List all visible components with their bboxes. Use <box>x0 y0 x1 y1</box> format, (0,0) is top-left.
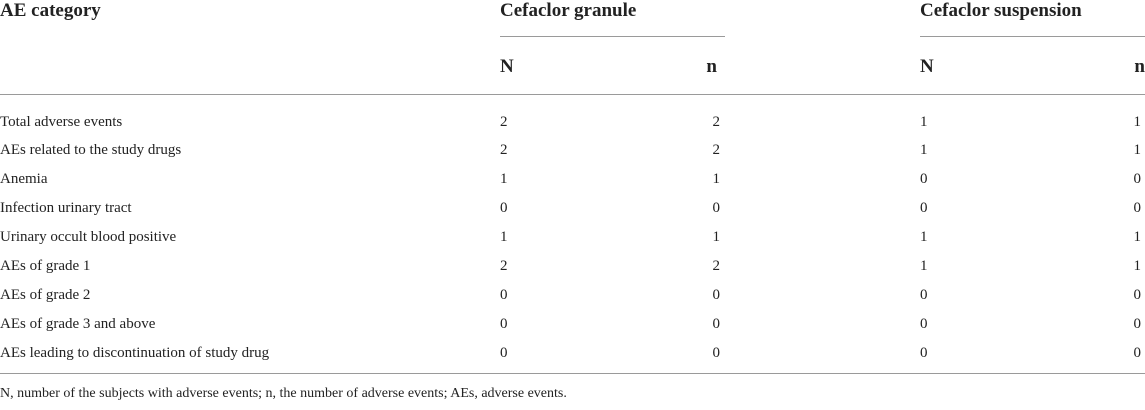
cell-g2-N: 1 <box>920 142 928 158</box>
cell-g1-n: 0 <box>712 200 720 216</box>
cell-g2-N: 0 <box>920 345 928 361</box>
cell-g1-n: 2 <box>712 142 720 158</box>
cell-g1-n: 0 <box>712 345 720 361</box>
header-group1-N: N <box>500 56 514 77</box>
cell-g1-N: 0 <box>500 287 508 303</box>
row-label: Anemia <box>0 171 48 187</box>
cell-g2-N: 0 <box>920 316 928 332</box>
cell-g2-n: 1 <box>1133 142 1141 158</box>
cell-g2-n: 0 <box>1133 200 1141 216</box>
cell-g1-N: 1 <box>500 229 508 245</box>
header-group2-n: n <box>1134 56 1145 77</box>
group1-underline <box>500 36 725 37</box>
cell-g1-n: 1 <box>712 171 720 187</box>
header-group2-N: N <box>920 56 934 77</box>
cell-g2-n: 1 <box>1133 114 1141 130</box>
cell-g2-N: 0 <box>920 171 928 187</box>
bottom-rule <box>0 373 1145 374</box>
header-rule <box>0 94 1145 95</box>
cell-g1-N: 0 <box>500 345 508 361</box>
cell-g2-n: 1 <box>1133 229 1141 245</box>
table-footnote: N, number of the subjects with adverse events; n, the number of adverse events; AEs, adverse events. <box>0 386 567 401</box>
row-label: AEs of grade 2 <box>0 287 91 303</box>
cell-g1-n: 0 <box>712 316 720 332</box>
header-ae-category: AE category <box>0 0 101 21</box>
cell-g1-n: 1 <box>712 229 720 245</box>
header-cefaclor-granule: Cefaclor granule <box>500 0 637 21</box>
header-cefaclor-suspension: Cefaclor suspension <box>920 0 1082 21</box>
cell-g2-n: 1 <box>1133 258 1141 274</box>
row-label: AEs of grade 1 <box>0 258 91 274</box>
row-label: Urinary occult blood positive <box>0 229 177 245</box>
header-group1-n: n <box>706 56 717 77</box>
cell-g2-n: 0 <box>1133 287 1141 303</box>
cell-g2-N: 1 <box>920 229 928 245</box>
cell-g1-N: 0 <box>500 316 508 332</box>
row-label: AEs related to the study drugs <box>0 142 182 158</box>
row-label: AEs of grade 3 and above <box>0 316 156 332</box>
row-label: AEs leading to discontinuation of study drug <box>0 345 270 361</box>
cell-g1-N: 0 <box>500 200 508 216</box>
cell-g1-n: 2 <box>712 258 720 274</box>
cell-g1-N: 2 <box>500 142 508 158</box>
cell-g2-N: 1 <box>920 258 928 274</box>
cell-g1-N: 2 <box>500 258 508 274</box>
cell-g2-n: 0 <box>1133 171 1141 187</box>
cell-g2-N: 1 <box>920 114 928 130</box>
row-label: Total adverse events <box>0 114 123 130</box>
cell-g1-N: 2 <box>500 114 508 130</box>
cell-g1-N: 1 <box>500 171 508 187</box>
cell-g1-n: 0 <box>712 287 720 303</box>
cell-g2-n: 0 <box>1133 345 1141 361</box>
row-label: Infection urinary tract <box>0 200 132 216</box>
group2-underline <box>920 36 1145 37</box>
cell-g2-N: 0 <box>920 287 928 303</box>
cell-g1-n: 2 <box>712 114 720 130</box>
cell-g2-n: 0 <box>1133 316 1141 332</box>
cell-g2-N: 0 <box>920 200 928 216</box>
